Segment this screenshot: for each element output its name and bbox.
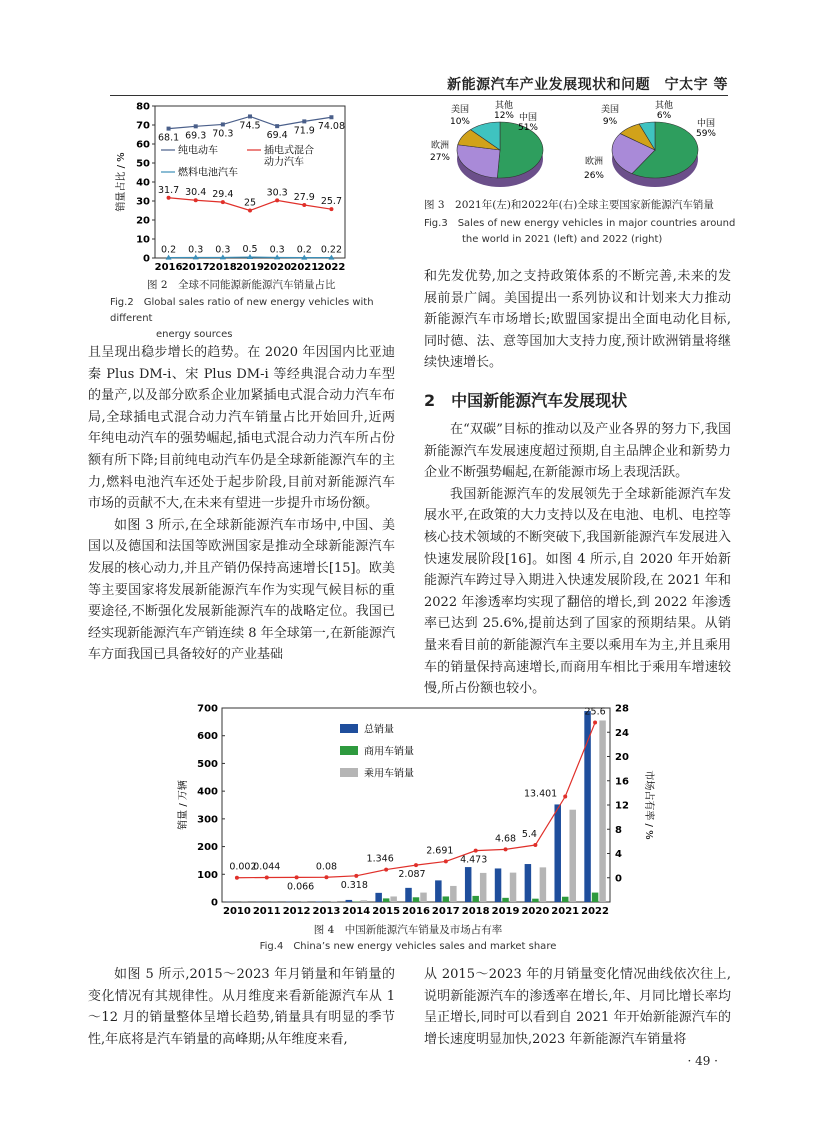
fig4-y2-tick-label: 0	[615, 873, 622, 885]
fig2-x-tick-label: 2017	[181, 262, 210, 273]
fig4-bar-2	[540, 867, 547, 902]
fig4-bar-0	[375, 893, 382, 902]
fig2-data-label: 0.2	[161, 244, 177, 256]
fig2-x-tick-label: 2022	[317, 262, 346, 273]
fig4-y-tick-label: 300	[197, 814, 218, 826]
fig4-share-point	[444, 859, 448, 863]
fig2-data-label: 69.4	[266, 130, 288, 142]
fig2-x-tick-label: 2018	[208, 262, 237, 273]
fig4-x-tick-label: 2012	[282, 906, 311, 917]
fig3-pie-charts	[420, 98, 736, 198]
fig2-point	[275, 198, 279, 202]
fig4-x-tick-label: 2010	[223, 906, 251, 917]
fig2-data-label: 29.4	[212, 189, 234, 201]
bottom-left-column	[88, 964, 395, 1050]
fig3-caption-en	[424, 216, 744, 248]
fig4-x-tick-label: 2019	[491, 906, 520, 917]
fig4-share-label: 2.691	[426, 845, 454, 857]
fig2-y-axis-label: 销量占比 / %	[116, 152, 127, 212]
fig2-data-label: 0.3	[215, 244, 231, 256]
fig4-share-label: 0.002	[229, 861, 257, 873]
fig4-bar-0	[405, 888, 412, 902]
fig4-legend-label: 乘用车销量	[364, 768, 414, 780]
fig4-share-point	[354, 874, 358, 878]
fig4-y2-tick-label: 4	[615, 849, 622, 860]
fig4-bar-2	[390, 896, 397, 902]
fig2-data-label: 0.2	[296, 244, 312, 256]
fig4-bar-0	[554, 804, 561, 902]
fig4-share-point	[563, 795, 567, 799]
fig2-legend-label: 燃料电池汽车	[178, 167, 238, 179]
right-paragraph-1: 和先发优势,加之支持政策体系的不断完善,未来的发展前景广阔。美国提出一系列协议和计划来大力推动新能源汽车市场增长;欧盟国家提出全面电动化目标,同时德、法、意等国加大支持力度,预计欧洲销量将继续快速增长。	[424, 269, 731, 371]
fig2-x-tick-label: 2021	[290, 262, 319, 273]
fig4-bar-1	[472, 896, 479, 902]
fig4-bar-0	[346, 900, 353, 902]
fig4-legend-label: 总销量	[364, 724, 394, 736]
fig2-legend-label: 插电式混合	[264, 145, 314, 157]
fig2-point	[248, 114, 252, 118]
fig4-share-label: 0.318	[340, 879, 368, 891]
fig2-point	[248, 209, 252, 213]
fig4-x-tick-label: 2020	[521, 906, 550, 917]
fig2-caption-cn: 图 2 全球不同能源新能源汽车销量占比	[147, 279, 336, 291]
fig4-share-label: 0.044	[253, 861, 281, 873]
fig4-share-point	[235, 876, 239, 880]
fig4-share-point	[414, 863, 418, 867]
fig2-data-label: 30.3	[266, 187, 288, 199]
fig4-share-point	[533, 843, 537, 847]
fig2-point	[221, 200, 225, 204]
fig4-bar-line-chart	[170, 700, 660, 922]
fig4-y2-tick-label: 28	[615, 703, 629, 715]
fig4-legend-swatch	[340, 724, 358, 733]
left-column	[88, 342, 395, 666]
fig2-data-label: 70.3	[212, 128, 234, 140]
header-rule	[110, 95, 728, 96]
fig4-y2-tick-label: 8	[615, 824, 622, 836]
fig3-slice-label: 26%	[583, 171, 605, 181]
fig4-x-tick-label: 2017	[431, 906, 460, 917]
fig3-slice-label: 10%	[449, 117, 471, 127]
fig4-share-point	[324, 875, 328, 879]
fig4-x-tick-label: 2018	[461, 906, 490, 917]
fig3-slice-label: 51%	[517, 123, 539, 133]
fig4-bar-1	[383, 898, 390, 902]
fig3-slice-label: 12%	[493, 111, 515, 121]
fig4-x-tick-label: 2015	[372, 906, 401, 917]
fig4-bar-0	[525, 864, 532, 902]
fig3-slice-name: 欧洲	[584, 157, 604, 167]
fig4-y2-tick-label: 16	[615, 776, 629, 788]
fig4-x-tick-label: 2013	[312, 906, 341, 917]
fig4-y2-axis-label: 市场占有率 / %	[643, 770, 654, 840]
fig2-data-label: 31.7	[157, 184, 180, 196]
fig2-point	[221, 122, 225, 126]
fig2-point	[275, 124, 279, 128]
fig4-bar-2	[361, 900, 368, 902]
fig4-share-point	[474, 849, 478, 853]
fig4-share-label: 0.066	[287, 881, 315, 893]
fig3-slice-label: 59%	[695, 129, 717, 139]
fig4-share-label: 4.473	[460, 854, 488, 866]
left-paragraph-2: 如图 3 所示,在全球新能源汽车市场中,中国、美国以及德国和法国等欧洲国家是推动全球新能源汽车发展的核心动力,并且产销仍保持高速增长[15]。欧美等主要国家将发展新能源汽车作为实现气候目标的重要途径,不断强化发展新能源汽车的战略定位。我国已经实现新能源汽车产销连续 8 年全球第一,在新能源汽车方面我国已具备较好的产业基础	[88, 517, 395, 663]
fig4-x-tick-label: 2016	[402, 906, 430, 917]
fig4-y2-tick-label: 20	[615, 752, 629, 763]
fig4-caption-cn: 图 4 中国新能源汽车销量及市场占有率	[313, 924, 503, 936]
fig2-data-label: 0.3	[269, 244, 285, 256]
fig4-y-tick-label: 700	[197, 703, 218, 715]
fig4-y-tick-label: 0	[211, 897, 218, 909]
fig4-bar-1	[502, 898, 509, 902]
fig4-y2-tick-label: 12	[615, 800, 629, 812]
fig4-legend-swatch	[340, 768, 358, 777]
fig4-caption-en: Fig.4 China’s new energy vehicles sales and market share	[259, 941, 557, 952]
fig2-data-label: 25	[243, 197, 257, 209]
fig4-share-label: 2.087	[398, 869, 426, 881]
fig3-slice-name: 美国	[600, 105, 620, 115]
fig4-x-tick-label: 2011	[252, 906, 281, 917]
fig4-bar-0	[495, 868, 502, 902]
fig3-slice-name: 其他	[494, 101, 514, 111]
fig2-legend-label: 纯电动车	[178, 145, 218, 157]
fig3-slice-label: 6%	[656, 111, 672, 121]
fig2-data-label: 74.5	[239, 120, 261, 132]
fig4-share-point	[593, 721, 597, 725]
fig4-bar-1	[413, 897, 420, 902]
fig4-x-tick-label: 2022	[581, 906, 609, 917]
fig3-slice-name: 美国	[450, 105, 470, 115]
fig4-y-tick-label: 200	[197, 842, 218, 854]
fig4-share-label: 5.4	[521, 829, 537, 841]
fig2-caption-en-line1: Fig.2 Global sales ratio of new energy vehicles with different	[110, 297, 374, 324]
fig2-point	[302, 203, 306, 207]
bottom-right-column	[424, 964, 731, 1050]
fig2-data-label: 74.08	[317, 121, 346, 133]
fig3-slice-name: 中国	[696, 119, 716, 129]
fig2-point	[194, 124, 198, 128]
fig2-point	[167, 196, 171, 200]
fig4-share-point	[384, 868, 388, 872]
fig2-data-label: 0.3	[188, 244, 204, 256]
fig4-bar-2	[420, 893, 427, 902]
fig4-y-tick-label: 400	[197, 786, 218, 798]
fig2-data-label: 69.3	[185, 130, 207, 142]
fig3-slice-name: 欧洲	[430, 141, 450, 151]
fig4-share-label: 4.68	[494, 833, 517, 845]
fig3-caption-cn: 图 3 2021年(左)和2022年(右)全球主要国家新能源汽车销量	[424, 199, 714, 211]
fig2-y-tick-label: 40	[136, 177, 150, 189]
fig4-share-label: 1.346	[366, 853, 394, 865]
page-number: · 49 ·	[687, 1054, 718, 1068]
fig4-y-tick-label: 100	[197, 869, 218, 881]
fig4-bar-2	[599, 720, 606, 902]
fig4-share-point	[295, 875, 299, 879]
fig2-legend-label: 动力汽车	[264, 157, 304, 168]
fig2-point	[329, 115, 333, 119]
fig4-bar-2	[510, 873, 517, 902]
fig4-y2-tick-label: 24	[615, 727, 629, 739]
fig3-slice-name: 其他	[654, 101, 674, 111]
fig2-y-tick-label: 20	[136, 215, 150, 227]
fig4-share-label: 25.6	[584, 706, 606, 718]
fig2-data-label: 0.22	[320, 244, 343, 256]
fig2-x-tick-label: 2016	[154, 262, 183, 273]
fig4-x-tick-label: 2021	[551, 906, 580, 917]
fig2-data-label: 25.7	[320, 196, 343, 208]
fig3-slice-name: 中国	[518, 113, 538, 123]
fig4-y-tick-label: 500	[197, 758, 218, 770]
fig2-y-tick-label: 30	[136, 196, 150, 208]
fig2-y-tick-label: 0	[143, 253, 150, 265]
fig4-y-axis-label: 销量 / 万辆	[178, 780, 189, 830]
fig3-slice-label: 9%	[602, 117, 618, 127]
fig4-bar-2	[480, 873, 487, 902]
fig4-y-tick-label: 600	[197, 731, 218, 743]
fig2-caption-en-line2: energy sources	[156, 329, 233, 340]
right-paragraph-2: 在“双碳”目标的推动以及产业各界的努力下,我国新能源汽车发展速度超过预期,自主品牌企业和新势力企业不断强势崛起,在新能源市场上表现活跃。	[424, 421, 731, 481]
bottom-left-paragraph: 如图 5 所示,2015～2023 年月销量和年销量的变化情况有其规律性。从月维度来看新能源汽车从 1～12 月的销量整体呈增长趋势,销量具有明显的季节性,年底将是汽车销量的高峰期;从年维度来看,	[88, 967, 395, 1047]
fig2-point	[329, 207, 333, 211]
fig2-x-tick-label: 2020	[263, 262, 292, 273]
fig4-x-tick-label: 2014	[342, 906, 371, 917]
fig4-share-point	[265, 875, 269, 879]
fig2-caption-en	[110, 295, 400, 343]
fig2-point	[194, 198, 198, 202]
fig2-y-tick-label: 60	[136, 139, 150, 151]
bottom-right-paragraph: 从 2015～2023 年的月销量变化情况曲线依次往上,说明新能源汽车的渗透率在增长,年、月同比增长率均呈正增长,同时可以看到自 2021 年开始新能源汽车的增长速度明显加快,2023 年新能源汽车销量将	[424, 967, 731, 1047]
fig2-point	[302, 119, 306, 123]
fig4-bar-1	[562, 897, 569, 902]
fig2-data-label: 0.5	[242, 244, 258, 256]
fig2-point	[167, 127, 171, 131]
fig2-x-tick-label: 2019	[236, 262, 264, 273]
fig2-y-tick-label: 10	[136, 234, 150, 246]
fig4-bar-2	[450, 886, 457, 902]
fig4-legend-swatch	[340, 746, 358, 755]
left-paragraph-1: 且呈现出稳步增长的趋势。在 2020 年因国内比亚迪秦 Plus DM-i、宋 Plus DM-i 等经典混合动力车型的量产,以及部分欧系企业加紧插电式混合动力汽车布局,全球插电式混合动力汽车销量占比开始回升,近两年纯电动汽车的强势崛起,插电式混合动力汽车所占份额有所下降;目前纯电动汽车仍是全球新能源汽车的主力,燃料电池汽车还处于起步阶段,目前对新能源汽车市场的贡献不大,在未来有望进一步提升市场份额。	[88, 345, 395, 512]
fig2-data-label: 27.9	[293, 191, 315, 203]
fig4-bar-2	[569, 810, 576, 902]
fig2-data-label: 30.4	[185, 187, 207, 199]
section-heading: 2 中国新能源汽车发展现状	[424, 390, 628, 410]
fig3-caption-en-line2: the world in 2021 (left) and 2022 (right)	[462, 234, 663, 245]
fig2-y-tick-label: 50	[136, 158, 150, 170]
fig2-data-label: 68.1	[157, 132, 180, 144]
fig4-share-line	[237, 723, 595, 881]
fig2-y-tick-label: 80	[136, 101, 150, 113]
right-column	[424, 266, 731, 700]
fig4-bar-1	[592, 893, 599, 902]
fig4-bar-0	[435, 880, 442, 902]
fig4-share-point	[504, 847, 508, 851]
fig4-share-label: 13.401	[523, 788, 558, 800]
fig4-bar-1	[443, 896, 450, 902]
fig4-legend-label: 商用车销量	[364, 746, 414, 758]
fig2-data-label: 71.9	[293, 125, 315, 137]
fig4-bar-1	[532, 899, 539, 902]
fig4-bar-0	[465, 867, 472, 902]
fig4-share-label: 0.08	[315, 861, 338, 873]
running-header: 新能源汽车产业发展现状和问题 宁太宇 等	[447, 77, 728, 93]
fig3-slice-label: 27%	[429, 153, 451, 163]
fig2-line-chart	[110, 98, 410, 278]
fig2-y-tick-label: 70	[136, 120, 150, 132]
right-paragraph-3: 我国新能源汽车的发展领先于全球新能源汽车发展水平,在政策的大力支持以及在电池、电机、电控等核心技术领域的不断突破下,我国新能源汽车发展进入快速发展阶段[16]。如图 4 所示,自 2020 年开始新能源汽车跨过导入期进入快速发展阶段,在 2021 年和 2022 年渗透率均实现了翻倍的增长,到 2022 年渗透率已达到 25.6%,提前达到了国家的预期结果。从销量来看目前的新能源汽车主要以乘用车为主,并且乘用车的销量保持高速增长,而商用车相比于乘用车增速较慢,所占份额也较小。	[424, 486, 731, 697]
fig3-caption-en-line1: Fig.3 Sales of new energy vehicles in major countries around	[424, 218, 736, 229]
